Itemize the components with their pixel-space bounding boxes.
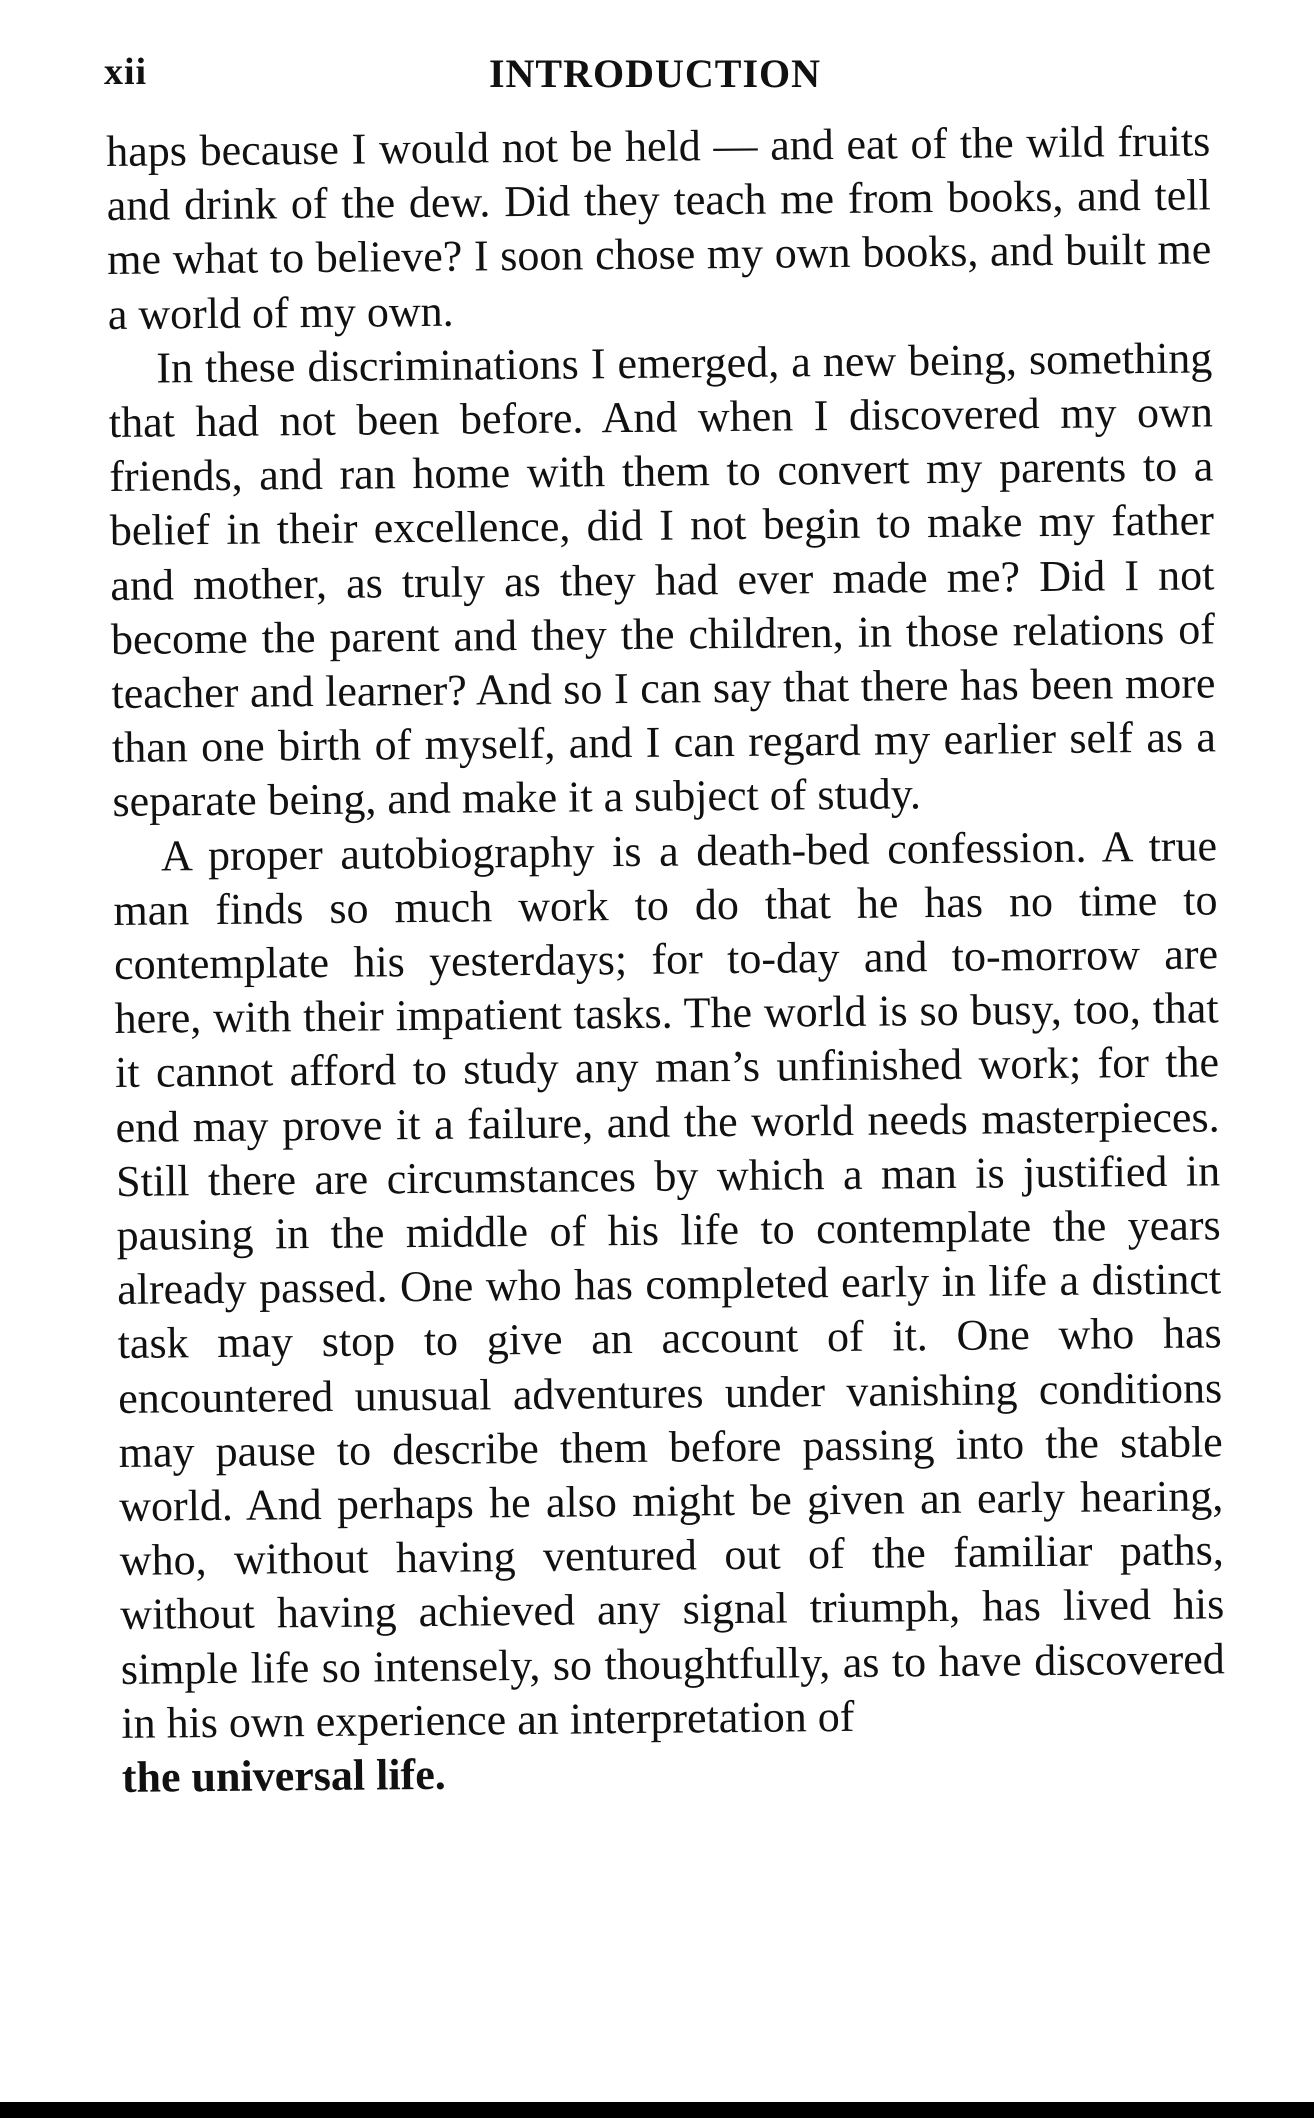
body-text bbox=[106, 114, 1226, 1805]
paragraph-continuation: haps because I would not be held — and eat of the wild fruits and drink of the dew. Did they teach me from books, and tell me what to believe? I soon chose my own books, and built me a world of my own. bbox=[106, 116, 1212, 339]
running-head bbox=[104, 50, 1206, 100]
paragraph-closing-line: the universal life. bbox=[121, 1749, 446, 1803]
running-title: INTRODUCTION bbox=[488, 51, 822, 96]
page-number: xii bbox=[104, 51, 148, 93]
bottom-scan-border bbox=[0, 2102, 1314, 2118]
paragraph-discriminations: In these discriminations I emerged, a new being, something that had not been before. And when I discovered my own friends, and ran home with them to convert my parents to a belief in their excellence, did I not begin to make my father and mother, as truly as they had ever made me? Did I not become the parent and they the children, in those relations of teacher and learner? And so I can say that there has been more than one birth of myself, and I can regard my earlier self as a separate being, and make it a subject of study. bbox=[108, 333, 1217, 827]
paragraph-autobiography: A proper autobiography is a death-bed confession. A true man finds so much work to do that he has no time to contemplate his yesterdays; for to-day and to-morrow are here, with their impatient tasks. The world is so busy, too, that it cannot afford to study any man’s unfinished work; for the end may prove it a failure, and the world needs masterpieces. Still there are circumstances by which a man is justified in pausing in the middle of his life to contemplate the years already passed. One who has completed early in life a distinct task may stop to give an account of it. One who has encountered unusual adventures under vanishing conditions may pause to describe them before passing into the stable world. And perhaps he also might be given an early hearing, who, without having ventured out of the familiar paths, without having achieved any signal triumph, has lived his simple life so intensely, so thoughtfully, as to have discovered in his own experience an interpretation of bbox=[113, 821, 1226, 1748]
